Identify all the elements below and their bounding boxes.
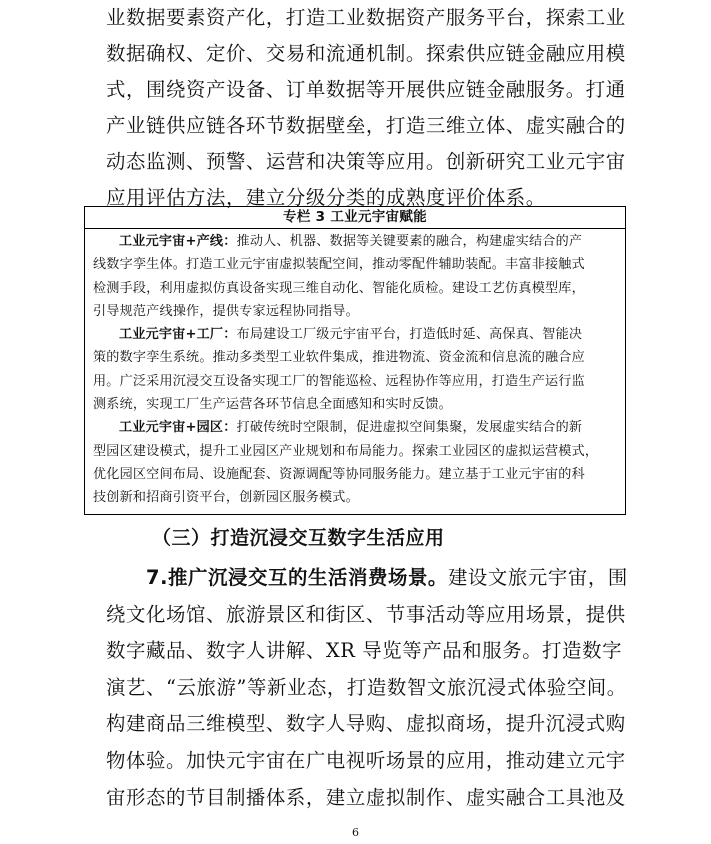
paragraph-line: 产业链供应链各环节数据壁垒，打造三维立体、虚实融合的 bbox=[106, 114, 626, 137]
paragraph-line: 数字藏品、数字人讲解、XR 导览等产品和服务。打造数字 bbox=[106, 639, 623, 663]
sidebar-box-industrial-metaverse bbox=[84, 206, 626, 515]
bottom-paragraph bbox=[106, 560, 628, 816]
paragraph-line: 式，围绕资产设备、订单数据等开展供应链金融服务。打通 bbox=[106, 78, 626, 101]
box-item-first-line bbox=[93, 230, 617, 253]
box-item-text: 布局建设工厂级元宇宙平台，打造低时延、高保真、智能决 bbox=[236, 327, 583, 343]
paragraph-line: 动态监测、预警、运营和决策等应用。创新研究工业元宇宙 bbox=[106, 150, 626, 173]
section-heading: （三）打造沉浸交互数字生活应用 bbox=[152, 527, 445, 549]
box-item-line: 优化园区空间布局、设施配套、资源调配等协同服务能力。建立基于工业元宇宙的科 bbox=[93, 466, 585, 482]
box-item-text: 推动人、机器、数据等关键要素的融合，构建虚实结合的产 bbox=[236, 234, 583, 249]
paragraph-text: 建设文旅元宇宙，围 bbox=[447, 566, 628, 589]
box-item-first-line bbox=[93, 323, 617, 346]
box-item-production-line bbox=[85, 230, 625, 323]
paragraph-line: 绕文化场馆、旅游景区和街区、节事活动等应用场景，提供 bbox=[106, 602, 626, 626]
box-item-lead: 工业元宇宙+产线： bbox=[119, 234, 237, 249]
paragraph-line: 构建商品三维模型、数字人导购、虚拟商场，提升沉浸式购 bbox=[106, 712, 626, 736]
paragraph-line: 宙形态的节目制播体系，建立虚拟制作、虚实融合工具池及 bbox=[106, 785, 626, 809]
box-item-text: 打破传统时空限制，促进虚拟空间集聚，发展虚实结合的新 bbox=[236, 420, 583, 436]
top-paragraph bbox=[106, 0, 626, 216]
box-item-lead: 工业元宇宙+工厂： bbox=[119, 327, 237, 343]
box-item-line: 用。广泛采用沉浸交互设备实现工厂的智能巡检、远程协作等应用，打造生产运行监 bbox=[93, 373, 585, 389]
box-item-factory bbox=[85, 323, 625, 416]
box-item-first-line bbox=[93, 416, 617, 439]
box-item-line: 型园区建设模式，提升工业园区产业规划和布局能力。探索工业园区的虚拟运营模式， bbox=[93, 443, 599, 459]
box-item-industrial-park bbox=[85, 416, 625, 509]
box-item-lead: 工业元宇宙+园区： bbox=[119, 420, 237, 436]
paragraph-first-line bbox=[106, 560, 628, 597]
paragraph-line: 演艺、“云旅游”等新业态，打造数智文旅沉浸式体验空间。 bbox=[106, 675, 627, 699]
box-item-line: 策的数字孪生系统。推动多类型工业软件集成，推进物流、资金流和信息流的融合应 bbox=[93, 350, 585, 366]
box-title: 专栏 3 工业元宇宙赋能 bbox=[85, 207, 625, 229]
box-item-line: 技创新和招商引资平台，创新园区服务模式。 bbox=[93, 490, 359, 506]
page-number: 6 bbox=[352, 826, 359, 839]
box-item-line: 测系统，实现工厂生产运营各环节信息全面感知和实时反馈。 bbox=[93, 397, 452, 413]
box-item-line: 线数字孪生体。打造工业元宇宙虚拟装配空间，推动零配件辅助装配。丰富非接触式 bbox=[93, 257, 585, 273]
box-item-line: 检测手段，利用虚拟仿真设备实现三维自动化、智能化质检。建设工艺仿真模型库， bbox=[93, 280, 585, 296]
paragraph-line: 业数据要素资产化，打造工业数据资产服务平台，探索工业 bbox=[106, 6, 626, 29]
paragraph-line: 应用评估方法，建立分级分类的成熟度评价体系。 bbox=[106, 186, 546, 209]
paragraph-line: 物体验。加快元宇宙在广电视听场景的应用，推动建立元宇 bbox=[106, 748, 626, 772]
box-body bbox=[85, 230, 625, 510]
paragraph-line: 数据确权、定价、交易和流通机制。探索供应链金融应用模 bbox=[106, 42, 626, 65]
paragraph-lead: 7.推广沉浸交互的生活消费场景。 bbox=[146, 566, 448, 589]
box-item-line: 引导规范产线操作，提供专家远程协同指导。 bbox=[93, 303, 359, 319]
